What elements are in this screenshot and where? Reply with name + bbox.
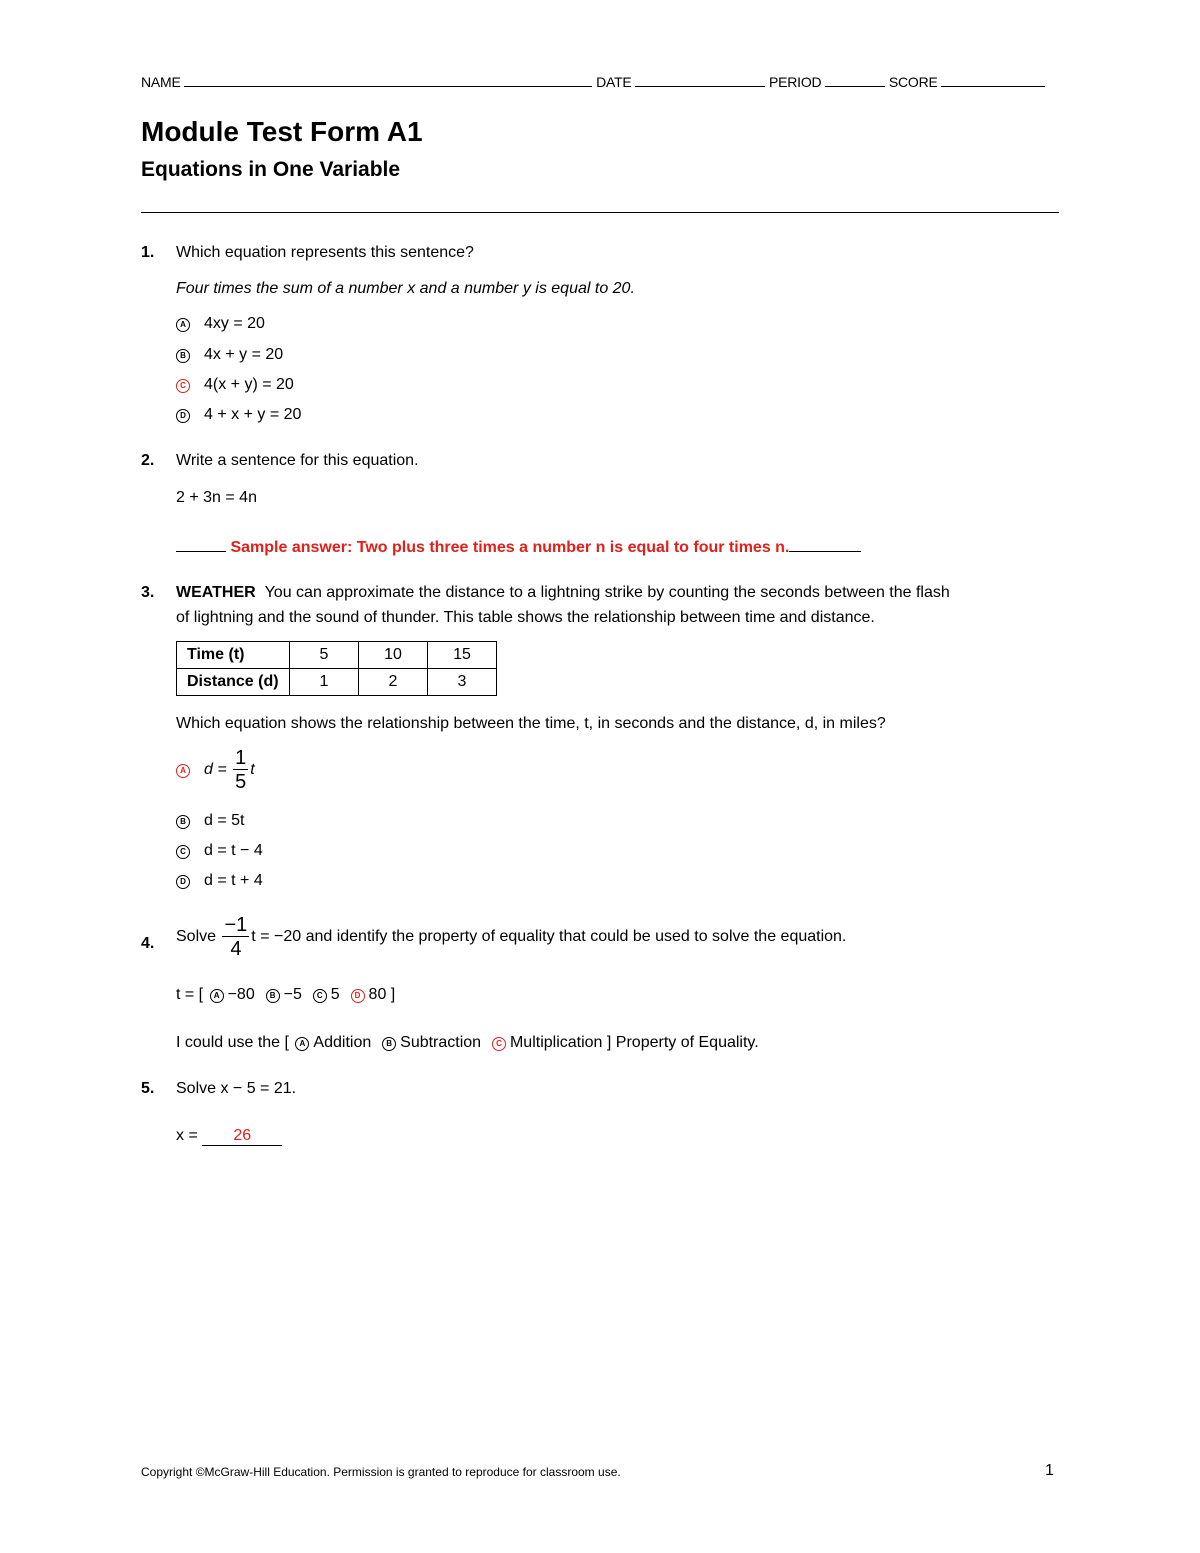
q5-answer: 26	[233, 1127, 252, 1144]
choice-bubble-icon: B	[266, 989, 280, 1003]
answer-blank	[789, 535, 861, 552]
name-label: NAME	[141, 74, 181, 90]
table-row	[177, 669, 497, 696]
q3-question: Which equation shows the relationship between the time, t, in seconds and the distance, d, in miles?	[176, 715, 886, 732]
score-blank	[941, 72, 1045, 87]
time-distance-table	[176, 641, 497, 696]
choice-bubble-icon: C	[313, 989, 327, 1003]
page-title: Module Test Form A1	[141, 116, 423, 147]
choice-bubble-icon: C	[492, 1037, 506, 1051]
choice-bubble-icon: A	[176, 318, 190, 332]
q3-prompt-line1: WEATHER You can approximate the distance to a lightning strike by counting the seconds between the flash	[176, 584, 950, 601]
q4-t-choice-c[interactable]: C 5	[311, 986, 340, 1003]
q4-t-choices: t = [ A −80 B −5 C 5 D 80 ]	[176, 986, 396, 1003]
choice-bubble-icon: C	[176, 845, 190, 859]
q3-option-d[interactable]: D d = t + 4	[176, 872, 263, 890]
name-blank	[184, 72, 592, 87]
q3-number: 3.	[141, 584, 155, 601]
period-label: PERIOD	[768, 74, 822, 90]
q4-prop-choice-a[interactable]: A Addition	[293, 1034, 371, 1051]
title-divider	[141, 212, 1059, 213]
choice-bubble-icon: D	[176, 409, 190, 423]
q2-answer: Sample answer: Two plus three times a number n is equal to four times n.	[230, 539, 790, 556]
q2-equation: 2 + 3n = 4n	[176, 489, 257, 506]
q2-number: 2.	[141, 452, 155, 469]
choice-bubble-icon: B	[176, 349, 190, 363]
date-label: DATE	[596, 74, 632, 90]
q4-t-choice-a[interactable]: A −80	[208, 986, 255, 1003]
q5-answer-field[interactable]	[202, 1127, 282, 1146]
choice-bubble-icon: D	[351, 989, 365, 1003]
q1-number: 1.	[141, 244, 155, 261]
q1-prompt: Which equation represents this sentence?	[176, 244, 474, 261]
date-blank	[635, 72, 765, 87]
table-cell: 15	[428, 642, 497, 669]
answer-blank	[176, 535, 226, 552]
choice-bubble-icon: D	[176, 875, 190, 889]
q2-prompt: Write a sentence for this equation.	[176, 452, 419, 469]
choice-bubble-icon: A	[295, 1037, 309, 1051]
q2-answer-line	[176, 535, 861, 557]
q3-keyword: WEATHER	[176, 584, 256, 601]
copyright-footer: Copyright ©McGraw-Hill Education. Permission is granted to reproduce for classroom use.	[141, 1465, 621, 1479]
q3-option-b[interactable]: B d = 5t	[176, 812, 244, 830]
table-cell: 3	[428, 669, 497, 696]
q1-option-d[interactable]: D 4 + x + y = 20	[176, 406, 301, 424]
q4-prompt: Solve $\frac{-1}{4}$ t = −20 and identify the property of equality that could be used to solve the equation.	[176, 914, 847, 960]
q3-option-c[interactable]: C d = t − 4	[176, 842, 263, 860]
choice-bubble-icon: C	[176, 379, 190, 393]
page-subtitle: Equations in One Variable	[141, 158, 401, 181]
table-cell: 10	[359, 642, 428, 669]
table-cell: 2	[359, 669, 428, 696]
fraction: $\frac{-1}{4}$	[224, 914, 248, 960]
table-header-cell: Distance (d)	[177, 669, 290, 696]
q1-option-b[interactable]: B 4x + y = 20	[176, 346, 283, 364]
table-row	[177, 642, 497, 669]
choice-bubble-icon: B	[176, 815, 190, 829]
q4-prop-choice-b[interactable]: B Subtraction	[380, 1034, 481, 1051]
q1-sentence: Four times the sum of a number x and a number y is equal to 20.	[176, 280, 635, 297]
choice-bubble-icon: A	[176, 764, 190, 778]
choice-bubble-icon: B	[382, 1037, 396, 1051]
q1-option-a[interactable]: A 4xy = 20	[176, 315, 265, 333]
q4-number: 4.	[141, 935, 155, 952]
choice-bubble-icon: A	[210, 989, 224, 1003]
page-number: 1	[1045, 1462, 1054, 1479]
q3-option-a[interactable]: A d = $\frac{1}{5}$ t	[176, 748, 255, 792]
table-header-cell: Time (t)	[177, 642, 290, 669]
q3-prompt-line2: of lightning and the sound of thunder. This table shows the relationship between time and distance.	[176, 609, 875, 626]
q5-number: 5.	[141, 1080, 155, 1097]
period-blank	[825, 72, 885, 87]
q4-prop-choice-c[interactable]: C Multiplication	[490, 1034, 602, 1051]
table-cell: 1	[290, 669, 359, 696]
q4-t-choice-b[interactable]: B −5	[264, 986, 302, 1003]
q5-answer-line: x = 26	[176, 1127, 282, 1146]
fraction: $\frac{1}{5}$	[235, 747, 247, 793]
q5-prompt: Solve x − 5 = 21.	[176, 1080, 297, 1097]
student-info-header	[141, 72, 1059, 90]
score-label: SCORE	[888, 74, 938, 90]
q1-option-c[interactable]: C 4(x + y) = 20	[176, 376, 294, 394]
q4-t-choice-d[interactable]: D 80	[349, 986, 387, 1003]
q4-property-choices: I could use the [ A Addition B Subtraction C Multiplication ] Property of Equality.	[176, 1034, 759, 1051]
table-cell: 5	[290, 642, 359, 669]
